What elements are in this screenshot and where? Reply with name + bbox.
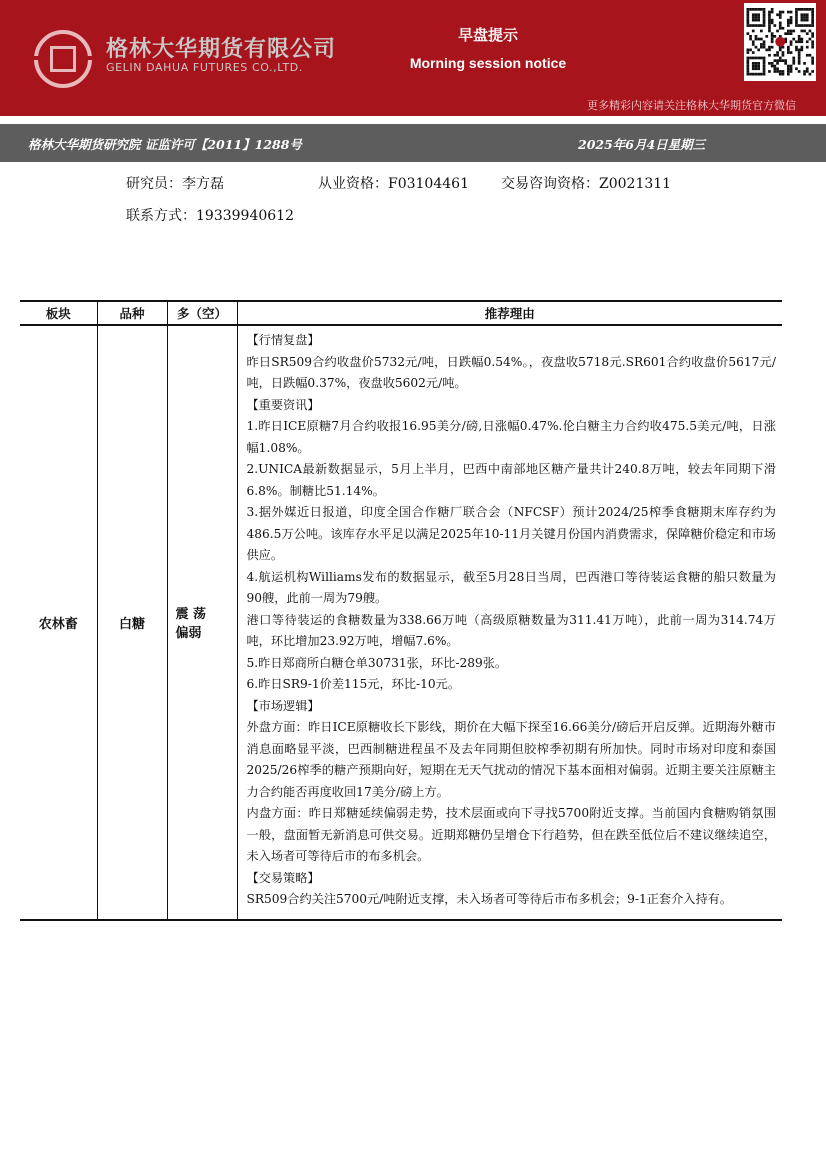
researcher-name: 研究员：李方磊 <box>126 176 224 192</box>
reason-paragraph: 1.昨日ICE原糖7月合约收报16.95美分/磅,日涨幅0.47%.伦白糖主力合约收475.5美元/吨，日涨幅1.08%。 <box>246 419 776 455</box>
report-date: 2025年6月4日星期三 <box>578 137 706 152</box>
header-reason: 推荐理由 <box>237 301 782 325</box>
reason-paragraph: 港口等待装运的食糖数量为338.66万吨（高级原糖数量为311.41万吨），此前一周为314.74万吨，环比增加23.92万吨，增幅7.6%。 <box>246 612 776 648</box>
reason-paragraph: 6.昨日SR9-1价差115元，环比-10元。 <box>246 677 461 691</box>
reason-paragraph: 3.据外媒近日报道，印度全国合作糖厂联合会（NFCSF）预计2024/25榨季食糖期末库存约为486.5万公吨。该库存水平足以满足2025年10-11月关键月份国内消费需求，保障糖价稳定和市场供应。 <box>246 505 776 562</box>
table-row <box>20 325 782 920</box>
researcher-qualification: 从业资格：F03104461 <box>318 176 469 192</box>
page-header <box>0 0 826 116</box>
header-sector: 板块 <box>20 301 97 325</box>
company-name-en: GELIN DAHUA FUTURES CO.,LTD. <box>106 61 303 74</box>
report-title-en: Morning session notice <box>409 55 567 71</box>
reason-paragraph: 内盘方面：昨日郑糖延续偏弱走势，技术层面或向下寻找5700附近支撑。当前国内食糖购销氛围一般，盘面暂无新消息可供交易。近期郑糖仍呈增仓下行趋势，但在跌至低位后不建议继续追空，未入场者可等待后市的布多机会。 <box>246 806 776 863</box>
reason-paragraph: 2.UNICA最新数据显示，5月上半月，巴西中南部地区糖产量共计240.8万吨，较去年同期下滑6.8%。制糖比51.14%。 <box>246 462 776 498</box>
qr-code-icon <box>744 3 816 81</box>
reason-heading-news: 【重要资讯】 <box>246 397 320 412</box>
reason-heading-logic: 【市场逻辑】 <box>246 698 320 713</box>
reason-cell <box>237 325 782 920</box>
reason-paragraph: 5.昨日郑商所白糖仓单30731张，环比-289张。 <box>246 655 508 670</box>
researcher-consult-qualification: 交易咨询资格：Z0021311 <box>501 176 672 192</box>
institute-license: 格林大华期货研究院 证监许可【2011】1288号 <box>28 137 302 152</box>
direction-line-2: 偏弱 <box>175 626 202 642</box>
recommendation-table <box>20 300 782 921</box>
reason-paragraph: SR509合约关注5700元/吨附近支撑，未入场者可等待后市布多机会；9-1正套介入持有。 <box>246 892 733 906</box>
sector-cell: 农林畜 <box>20 325 97 920</box>
company-name-cn: 格林大华期货有限公司 <box>106 37 337 62</box>
reason-heading-review: 【行情复盘】 <box>246 333 320 347</box>
reason-paragraph: 4.航运机构Williams发布的数据显示，截至5月28日当周，巴西港口等待装运食糖的船只数量为90艘，此前一周为79艘。 <box>246 569 776 605</box>
header-direction: 多（空） <box>167 301 237 325</box>
header-variety: 品种 <box>97 301 167 325</box>
variety-cell: 白糖 <box>97 325 167 920</box>
reason-heading-strategy: 【交易策略】 <box>246 870 320 885</box>
reason-paragraph: 昨日SR509合约收盘价5732元/吨，日跌幅0.54%。，夜盘收5718元.SR601合约收盘价5617元/吨，日跌幅0.37%，夜盘收5602元/吨。 <box>246 354 776 390</box>
follow-wechat-text: 更多精彩内容请关注格林大华期货官方微信 <box>587 99 796 112</box>
table-header-row <box>20 301 782 325</box>
company-logo-icon <box>34 30 92 88</box>
direction-line-1: 震 荡 <box>175 607 207 623</box>
institute-band <box>0 124 826 162</box>
reason-paragraph: 外盘方面：昨日ICE原糖收长下影线，期价在大幅下探至16.66美分/磅后开启反弹。近期海外糖市消息面略显平淡，巴西制糖进程虽不及去年同期但胶榨季初期有所加快。同时市场对印度和泰国2025/26榨季的糖产预期向好，短期在无天气扰动的情况下基本面相对偏弱。近期主要关注原糖主力合约能否再度收回17美分/磅上方。 <box>246 720 776 799</box>
report-title-cn: 早盘提示 <box>457 26 518 44</box>
researcher-contact: 联系方式：19339940612 <box>126 208 294 224</box>
direction-cell <box>167 325 237 920</box>
